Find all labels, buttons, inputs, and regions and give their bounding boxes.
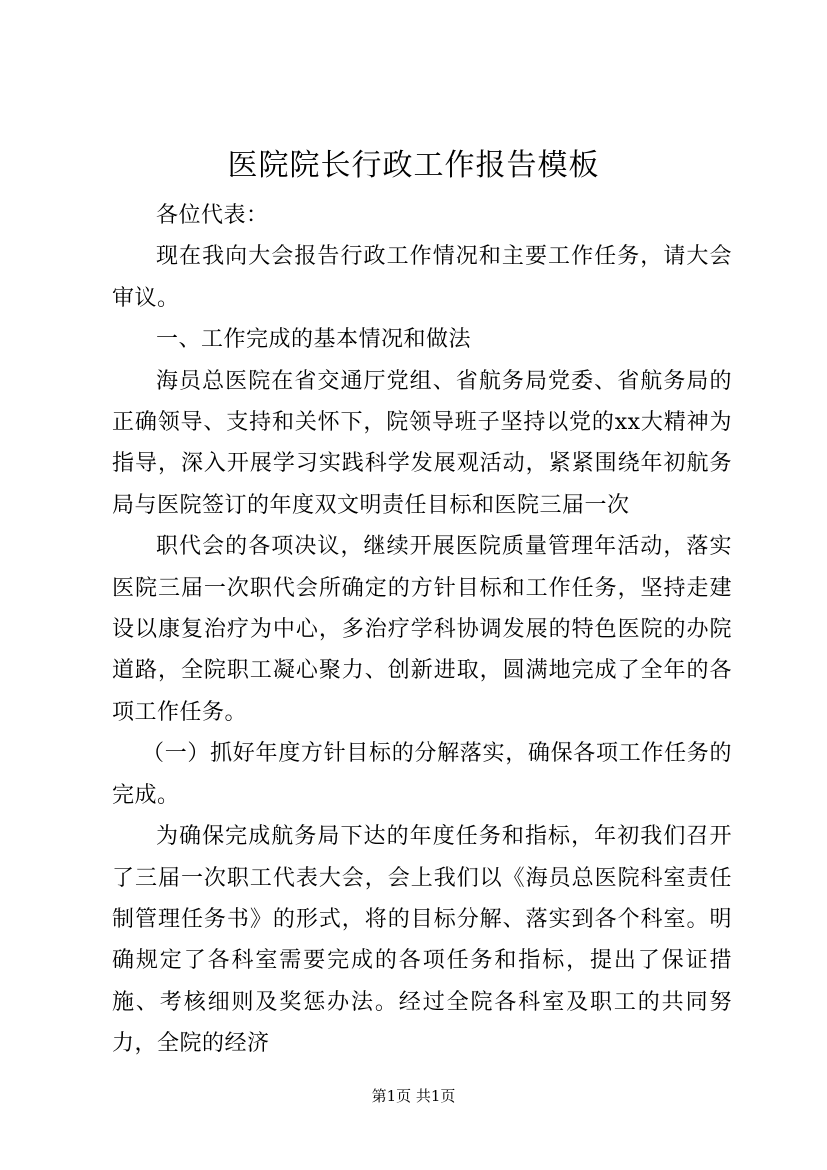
page-number-footer: 第1页 共1页: [371, 1087, 456, 1105]
document-title: 医院院长行政工作报告模板: [227, 148, 600, 183]
paragraph-intro: 现在我向大会报告行政工作情况和主要工作任务，请大会审议。: [112, 244, 732, 311]
subsection-heading-1: （一）抓好年度方针目标的分解落实，确保各项工作任务的完成。: [112, 741, 732, 808]
paragraph-body-1: 海员总医院在省交通厅党组、省航务局党委、省航务局的正确领导、支持和关怀下，院领导班子坚持以党的xx大精神为指导，深入开展学习实践科学发展观活动，紧紧围绕年初航务局与医院签订的年度双文明责任目标和医院三届一次: [112, 368, 732, 518]
paragraph-body-3: 为确保完成航务局下达的年度任务和指标，年初我们召开了三届一次职工代表大会，会上我们以《海员总医院科室责任制管理任务书》的形式，将的目标分解、落实到各个科室。明确规定了各科室需要完成的各项任务和指标，提出了保证措施、考核细则及奖惩办法。经过全院各科室及职工的共同努力，全院的经济: [112, 824, 732, 1057]
paragraph-body-2: 职代会的各项决议，继续开展医院质量管理年活动，落实医院三届一次职代会所确定的方针目标和工作任务，坚持走建设以康复治疗为中心，多治疗学科协调发展的特色医院的办院道路，全院职工凝心聚力、创新进取，圆满地完成了全年的各项工作任务。: [112, 534, 732, 725]
document-body: [112, 195, 732, 1065]
section-heading-1: 一、工作完成的基本情况和做法: [156, 327, 472, 353]
paragraph-salutation: 各位代表：: [156, 203, 269, 228]
